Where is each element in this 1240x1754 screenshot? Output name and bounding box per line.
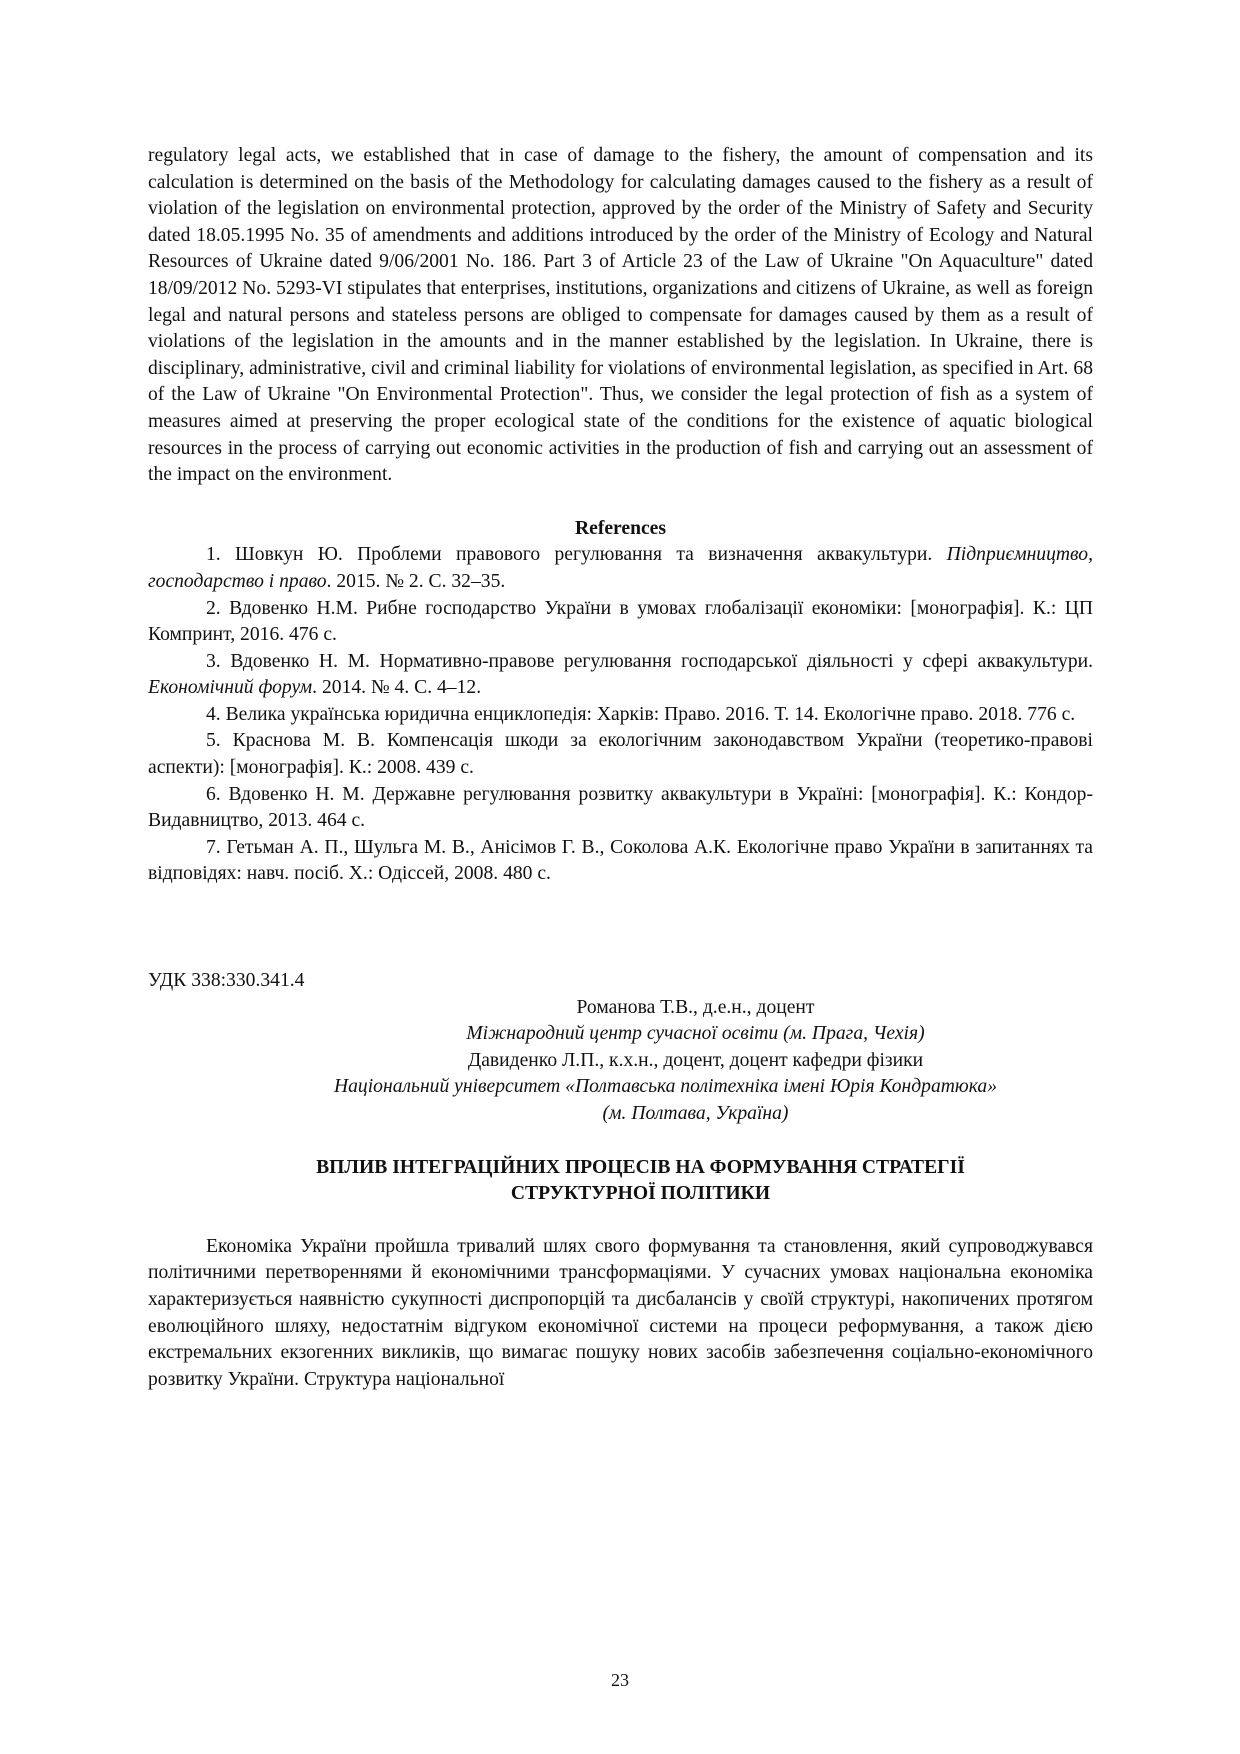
affiliation-2: Національний університет «Полтавська політехніка імені Юрія Кондратюка» (333, 1076, 997, 1098)
reference-item: 2. Вдовенко Н.М. Рибне господарство України в умовах глобалізації економіки: [монографія]. К.: ЦП Компринт, 2016. 476 с. (148, 597, 1093, 646)
article-title-line-1: ВПЛИВ ІНТЕГРАЦІЙНИХ ПРОЦЕСІВ НА ФОРМУВАННЯ СТРАТЕГІЇ (316, 1156, 965, 1178)
references-list (148, 542, 1093, 888)
affiliation-1: Міжнародний центр сучасної освіти (м. Прага, Чехія) (466, 1023, 925, 1045)
journal-title: Підприємництво, господарство і право (148, 544, 1093, 592)
reference-item: 4. Велика українська юридична енциклопедія: Харків: Право. 2016. Т. 14. Екологічне право. 2018. 776 с. (206, 703, 1076, 725)
journal-title: Економічний форум (148, 677, 313, 699)
reference-item: 1. Шовкун Ю. Проблеми правового регулювання та визначення аквакультури. Підприємництво, господарство і право. 2015. № 2. С. 32–35. (148, 544, 1093, 592)
references-heading: References (574, 517, 667, 539)
author-2: Давиденко Л.П., к.х.н., доцент, доцент кафедри фізики (467, 1049, 924, 1071)
page-content (148, 143, 1093, 1393)
reference-item: 7. Гетьман А. П., Шульга М. В., Анісімов Г. В., Соколова А.К. Екологічне право України в запитаннях та відповідях: навч. посіб. Х.: Одіссей, 2008. 480 с. (148, 836, 1093, 885)
reference-item: 5. Краснова М. В. Компенсація шкоди за екологічним законодавством України (теоретико-правові аспекти): [монографія]. К.: 2008. 439 с. (148, 730, 1093, 779)
article-body-paragraph: Економіка України пройшла тривалий шлях свого формування та становлення, який супроводжувався політичними перетвореннями й економічними трансформаціями. У сучасних умовах національна економіка характеризується наявністю сукупності диспропорцій та дисбалансів у своїй структурі, накопичених протягом еволюційного шляху, недостатнім відгуком економічної системи на процеси реформування, а також дією екстремальних екзогенних викликів, що вимагає пошуку нових засобів забезпечення соціально-економічного розвитку України. Структура національної (148, 1235, 1093, 1390)
author-1: Романова Т.В., д.е.н., доцент (576, 996, 815, 1018)
affiliation-2-city: (м. Полтава, Україна) (602, 1103, 789, 1124)
udk-code: УДК 338:330.341.4 (148, 970, 305, 992)
page-number: 23 (611, 1670, 629, 1690)
article-title-line-2: СТРУКТУРНОЇ ПОЛІТИКИ (510, 1183, 771, 1205)
reference-item: 6. Вдовенко Н. М. Державне регулювання розвитку аквакультури в Україні: [монографія]. К.: Кондор-Видавництво, 2013. 464 с. (148, 783, 1093, 832)
reference-item: 3. Вдовенко Н. М. Нормативно-правове регулювання господарської діяльності у сфері аквакультури. Економічний форум. 2014. № 4. С. 4–12. (148, 650, 1093, 699)
continuation-paragraph: regulatory legal acts, we established that in case of damage to the fishery, the amount of compensation and its calculation is determined on the basis of the Methodology for calculating damages caused to the fishery as a result of violation of the legislation on environmental protection, approved by the order of the Ministry of Safety and Security dated 18.05.1995 No. 35 of amendments and additions introduced by the order of the Ministry of Ecology and Natural Resources of Ukraine dated 9/06/2001 No. 186. Part 3 of Article 23 of the Law of Ukraine "On Aquaculture" dated 18/09/2012 No. 5293-VI stipulates that enterprises, institutions, organizations and citizens of Ukraine, as well as foreign legal and natural persons and stateless persons are obliged to compensate for damages caused by them as a result of violations of the legislation in the amounts and in the manner established by the legislation. In Ukraine, there is disciplinary, administrative, civil and criminal liability for violations of environmental legislation, as specified in Art. 68 of the Law of Ukraine "On Environmental Protection". Thus, we consider the legal protection of fish as a system of measures aimed at preserving the proper ecological state of the conditions for the existence of aquatic biological resources in the process of carrying out economic activities in the production of fish and carrying out an assessment of the impact on the environment. (148, 145, 1093, 486)
